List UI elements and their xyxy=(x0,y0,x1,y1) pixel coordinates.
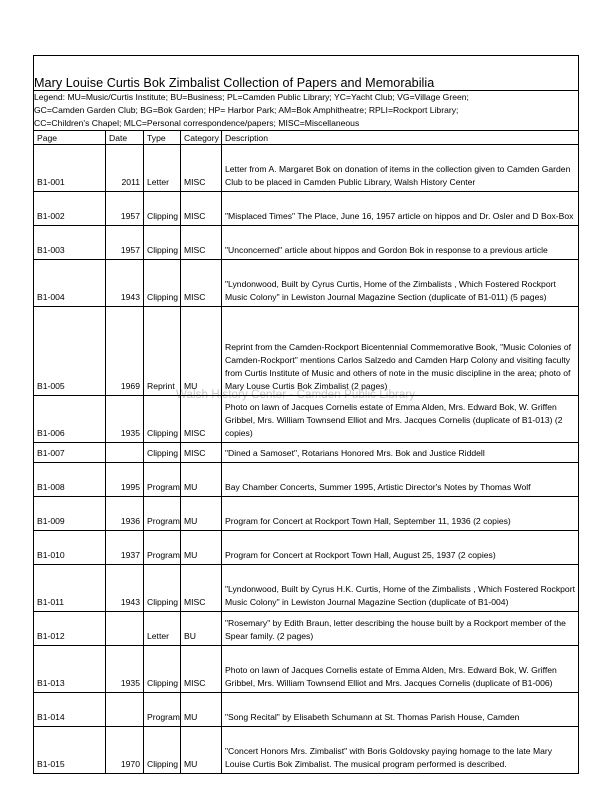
cell-page: B1-002 xyxy=(34,192,106,226)
cell-type: Letter xyxy=(144,145,181,192)
cell-description: "Misplaced Times" The Place, June 16, 1957 article on hippos and Dr. Osler and D Box-Box xyxy=(222,192,579,226)
table-row xyxy=(34,612,579,646)
cell-page: B1-007 xyxy=(34,443,106,463)
table-row xyxy=(34,260,579,307)
cell-description: Program for Concert at Rockport Town Hall, September 11, 1936 (2 copies) xyxy=(222,497,579,531)
cell-category: MISC xyxy=(181,565,222,612)
cell-type: Program xyxy=(144,463,181,497)
cell-type: Clipping xyxy=(144,192,181,226)
cell-page: B1-004 xyxy=(34,260,106,307)
cell-category: MU xyxy=(181,531,222,565)
table-row xyxy=(34,646,579,693)
cell-date: 1943 xyxy=(106,260,144,307)
cell-page: B1-008 xyxy=(34,463,106,497)
cell-description: Bay Chamber Concerts, Summer 1995, Artistic Director's Notes by Thomas Wolf xyxy=(222,463,579,497)
cell-description: "Dined a Samoset", Rotarians Honored Mrs. Bok and Justice Riddell xyxy=(222,443,579,463)
cell-date: 1935 xyxy=(106,646,144,693)
legend-line-3: CC=Children's Chapel; MLC=Personal correspondence/papers; MISC=Miscellaneous xyxy=(34,118,360,129)
column-header-date: Date xyxy=(106,131,144,145)
cell-date: 1937 xyxy=(106,531,144,565)
cell-type: Clipping xyxy=(144,443,181,463)
cell-description: Program for Concert at Rockport Town Hall, August 25, 1937 (2 copies) xyxy=(222,531,579,565)
cell-page: B1-005 xyxy=(34,307,106,396)
cell-page: B1-001 xyxy=(34,145,106,192)
cell-type: Clipping xyxy=(144,565,181,612)
cell-description: Letter from A. Margaret Bok on donation of items in the collection given to Camden Garden Club to be placed in Camden Public Library, Walsh History Center xyxy=(222,145,579,192)
cell-page: B1-010 xyxy=(34,531,106,565)
table-row xyxy=(34,565,579,612)
cell-date: 1969 xyxy=(106,307,144,396)
column-header-type: Type xyxy=(144,131,181,145)
cell-date xyxy=(106,443,144,463)
cell-date xyxy=(106,693,144,727)
cell-category: MISC xyxy=(181,443,222,463)
table-row xyxy=(34,727,579,774)
cell-category: MU xyxy=(181,307,222,396)
cell-description: "Lyndonwood, Built by Cyrus H.K. Curtis, Home of the Zimbalists , Which Fostered Rockport Music Colony" in Lewiston Journal Magazine Section (duplicate of B1-004) xyxy=(222,565,579,612)
column-header-page: Page xyxy=(34,131,106,145)
cell-page: B1-011 xyxy=(34,565,106,612)
cell-type: Reprint xyxy=(144,307,181,396)
cell-type: Clipping xyxy=(144,396,181,443)
watermark-text: Walsh History Center - Camden Public Library xyxy=(176,389,416,401)
cell-type: Clipping xyxy=(144,260,181,307)
cell-page: B1-012 xyxy=(34,612,106,646)
cell-type: Letter xyxy=(144,612,181,646)
title-row xyxy=(34,56,579,91)
cell-date: 1936 xyxy=(106,497,144,531)
table-row xyxy=(34,396,579,443)
cell-date: 1943 xyxy=(106,565,144,612)
cell-type: Program xyxy=(144,693,181,727)
table-row xyxy=(34,145,579,192)
cell-date xyxy=(106,612,144,646)
cell-type: Program xyxy=(144,531,181,565)
cell-description: Photo on lawn of Jacques Cornelis estate of Emma Alden, Mrs. Edward Bok, W. Griffen Gribbel, Mrs. William Townsend Elliot and Mrs. Jacques Cornelis (duplicate of B1-006) xyxy=(222,646,579,693)
table-row xyxy=(34,226,579,260)
cell-date: 1957 xyxy=(106,226,144,260)
collection-inventory-table xyxy=(33,55,579,774)
table-row xyxy=(34,531,579,565)
cell-page: B1-013 xyxy=(34,646,106,693)
cell-category: MU xyxy=(181,727,222,774)
cell-page: B1-006 xyxy=(34,396,106,443)
cell-page: B1-009 xyxy=(34,497,106,531)
cell-category: MISC xyxy=(181,145,222,192)
cell-category: MU xyxy=(181,693,222,727)
table-row xyxy=(34,463,579,497)
cell-category: MISC xyxy=(181,646,222,693)
cell-page: B1-014 xyxy=(34,693,106,727)
table-row xyxy=(34,497,579,531)
cell-type: Clipping xyxy=(144,727,181,774)
cell-page: B1-015 xyxy=(34,727,106,774)
table-row xyxy=(34,192,579,226)
cell-description: "Rosemary" by Edith Braun, letter describing the house built by a Rockport member of the Spear family. (2 pages) xyxy=(222,612,579,646)
cell-date: 2011 xyxy=(106,145,144,192)
cell-category: MU xyxy=(181,497,222,531)
column-header-category: Category xyxy=(181,131,222,145)
cell-date: 1957 xyxy=(106,192,144,226)
legend-line-1: Legend: MU=Music/Curtis Institute; BU=Business; PL=Camden Public Library; YC=Yacht Club; VG=Village Green; xyxy=(34,92,469,102)
legend-block xyxy=(34,91,579,131)
table-header-row xyxy=(34,131,579,145)
cell-date: 1995 xyxy=(106,463,144,497)
cell-category: BU xyxy=(181,612,222,646)
cell-description: "Unconcerned" article about hippos and Gordon Bok in response to a previous article xyxy=(222,226,579,260)
cell-type: Program xyxy=(144,497,181,531)
cell-category: MISC xyxy=(181,192,222,226)
cell-category: MISC xyxy=(181,226,222,260)
cell-page: B1-003 xyxy=(34,226,106,260)
table-row xyxy=(34,307,579,396)
cell-date: 1970 xyxy=(106,727,144,774)
cell-category: MISC xyxy=(181,396,222,443)
cell-description: "Lyndonwood, Built by Cyrus Curtis, Home of the Zimbalists , Which Fostered Rockport Music Colony" in Lewiston Journal Magazine Section (duplicate of B1-011) (5 pages) xyxy=(222,260,579,307)
table-row xyxy=(34,443,579,463)
cell-description: Reprint from the Camden-Rockport Bicentennial Commemorative Book, "Music Colonies of Camden-Rockport" mentions Carlos Salzedo and Camden Harp Colony and visiting faculty from Curtis Institute of Music and others of note in the music discipline in the area; photo of Mary Louse Curtis Bok Zimbalist (2 pages) xyxy=(222,307,579,396)
cell-category: MU xyxy=(181,463,222,497)
legend-row xyxy=(34,91,579,131)
table-body xyxy=(34,56,579,774)
cell-description: Photo on lawn of Jacques Cornelis estate of Emma Alden, Mrs. Edward Bok, W. Griffen Gribbel, Mrs. William Townsend Elliot and Mrs. Jacques Cornelis (duplicate of B1-013) (2 copies) xyxy=(222,396,579,443)
cell-description: "Concert Honors Mrs. Zimbalist" with Boris Goldovsky paying homage to the late Mary Louise Curtis Bok Zimbalist. The musical program performed is described. xyxy=(222,727,579,774)
table-row xyxy=(34,693,579,727)
column-header-description: Description xyxy=(222,131,579,145)
cell-category: MISC xyxy=(181,260,222,307)
cell-type: Clipping xyxy=(144,646,181,693)
page-title: Mary Louise Curtis Bok Zimbalist Collection of Papers and Memorabilia xyxy=(34,56,579,91)
cell-type: Clipping xyxy=(144,226,181,260)
legend-line-2: GC=Camden Garden Club; BG=Bok Garden; HP= Harbor Park; AM=Bok Amphitheatre; RPLI=Rockport Library; xyxy=(34,105,459,116)
cell-description: "Song Recital" by Elisabeth Schumann at St. Thomas Parish House, Camden xyxy=(222,693,579,727)
cell-date: 1935 xyxy=(106,396,144,443)
